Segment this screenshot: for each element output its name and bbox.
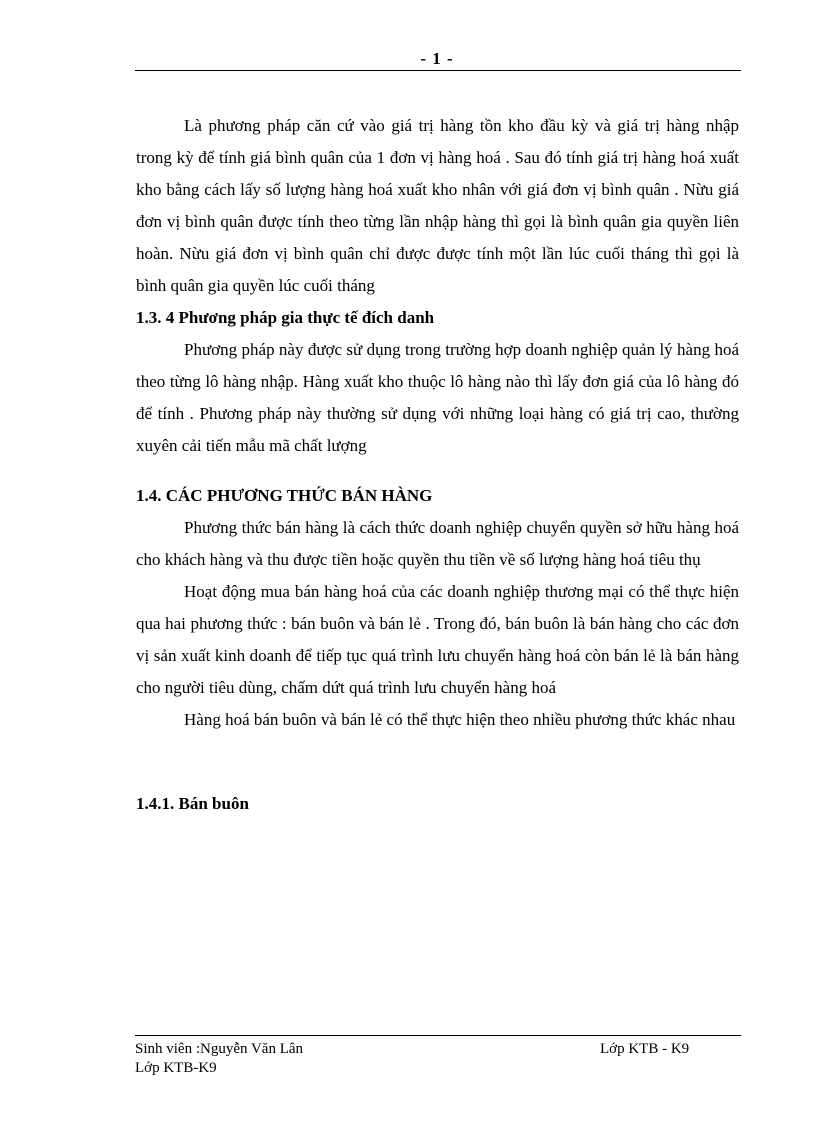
heading-specific-identification: 1.3. 4 Phương pháp gia thực tế đích danh — [136, 308, 435, 327]
heading-wholesale: 1.4.1. Bán buôn — [136, 794, 249, 813]
footer-class-left: Lớp KTB-K9 — [135, 1060, 217, 1076]
spacer — [136, 462, 739, 480]
footer-student-name: Sinh viên :Nguyễn Văn Lân — [135, 1041, 304, 1057]
paragraph-sales-method-definition: Phương thức bán hàng là cách thức doanh nghiệp chuyển quyền sở hữu hàng hoá cho khách hàng và thu được tiền hoặc quyền thu tiền về số lượng hàng hoá tiêu thụ — [136, 518, 739, 569]
footer-rule — [135, 1035, 741, 1036]
header-rule — [135, 70, 741, 71]
paragraph-specific-identification: Phương pháp này được sử dụng trong trường hợp doanh nghiệp quản lý hàng hoá theo từng lô hàng nhập. Hàng xuất kho thuộc lô hàng nào thì lấy đơn giá của lô hàng đó để tính . Phương pháp này thường sử dụng với những loại hàng có giá trị cao, thường xuyên cải tiến mẫu mã chất lượng — [136, 340, 739, 455]
document-body — [136, 110, 739, 820]
paragraph-multiple-methods: Hàng hoá bán buôn và bán lẻ có thể thực hiện theo nhiều phương thức khác nhau — [184, 710, 736, 729]
spacer — [136, 736, 739, 788]
footer-left — [135, 1040, 303, 1078]
page-number: - 1 - — [420, 49, 454, 68]
paragraph-wholesale-retail: Hoạt động mua bán hàng hoá của các doanh nghiệp thương mại có thể thực hiện qua hai phương thức : bán buôn và bán lẻ . Trong đó, bán buôn là bán hàng cho các đơn vị sản xuất kinh doanh để tiếp tục quá trình lưu chuyển hàng hoá còn bán lẻ là bán hàng cho người tiêu dùng, chấm dứt quá trình lưu chuyển hàng hoá — [136, 582, 739, 697]
paragraph-average-price-method: Là phương pháp căn cứ vào giá trị hàng tồn kho đầu kỳ và giá trị hàng nhập trong kỳ để tính giá bình quân của 1 đơn vị hàng hoá . Sau đó tính giá trị hàng hoá xuất kho bằng cách lấy số lượng hàng hoá xuất kho nhân với giá đơn vị bình quân . Nừu giá đơn vị bình quân được tính theo từng lần nhập hàng thì gọi là bình quân gia quyền liên hoàn. Nừu giá đơn vị bình quân chỉ được được tính một lần lúc cuối tháng thì gọi là bình quân gia quyền lúc cuối tháng — [136, 116, 739, 295]
footer-class-right: Lớp KTB - K9 — [600, 1041, 690, 1057]
heading-sales-methods: 1.4. CÁC PHƯƠNG THỨC BÁN HÀNG — [136, 486, 433, 505]
